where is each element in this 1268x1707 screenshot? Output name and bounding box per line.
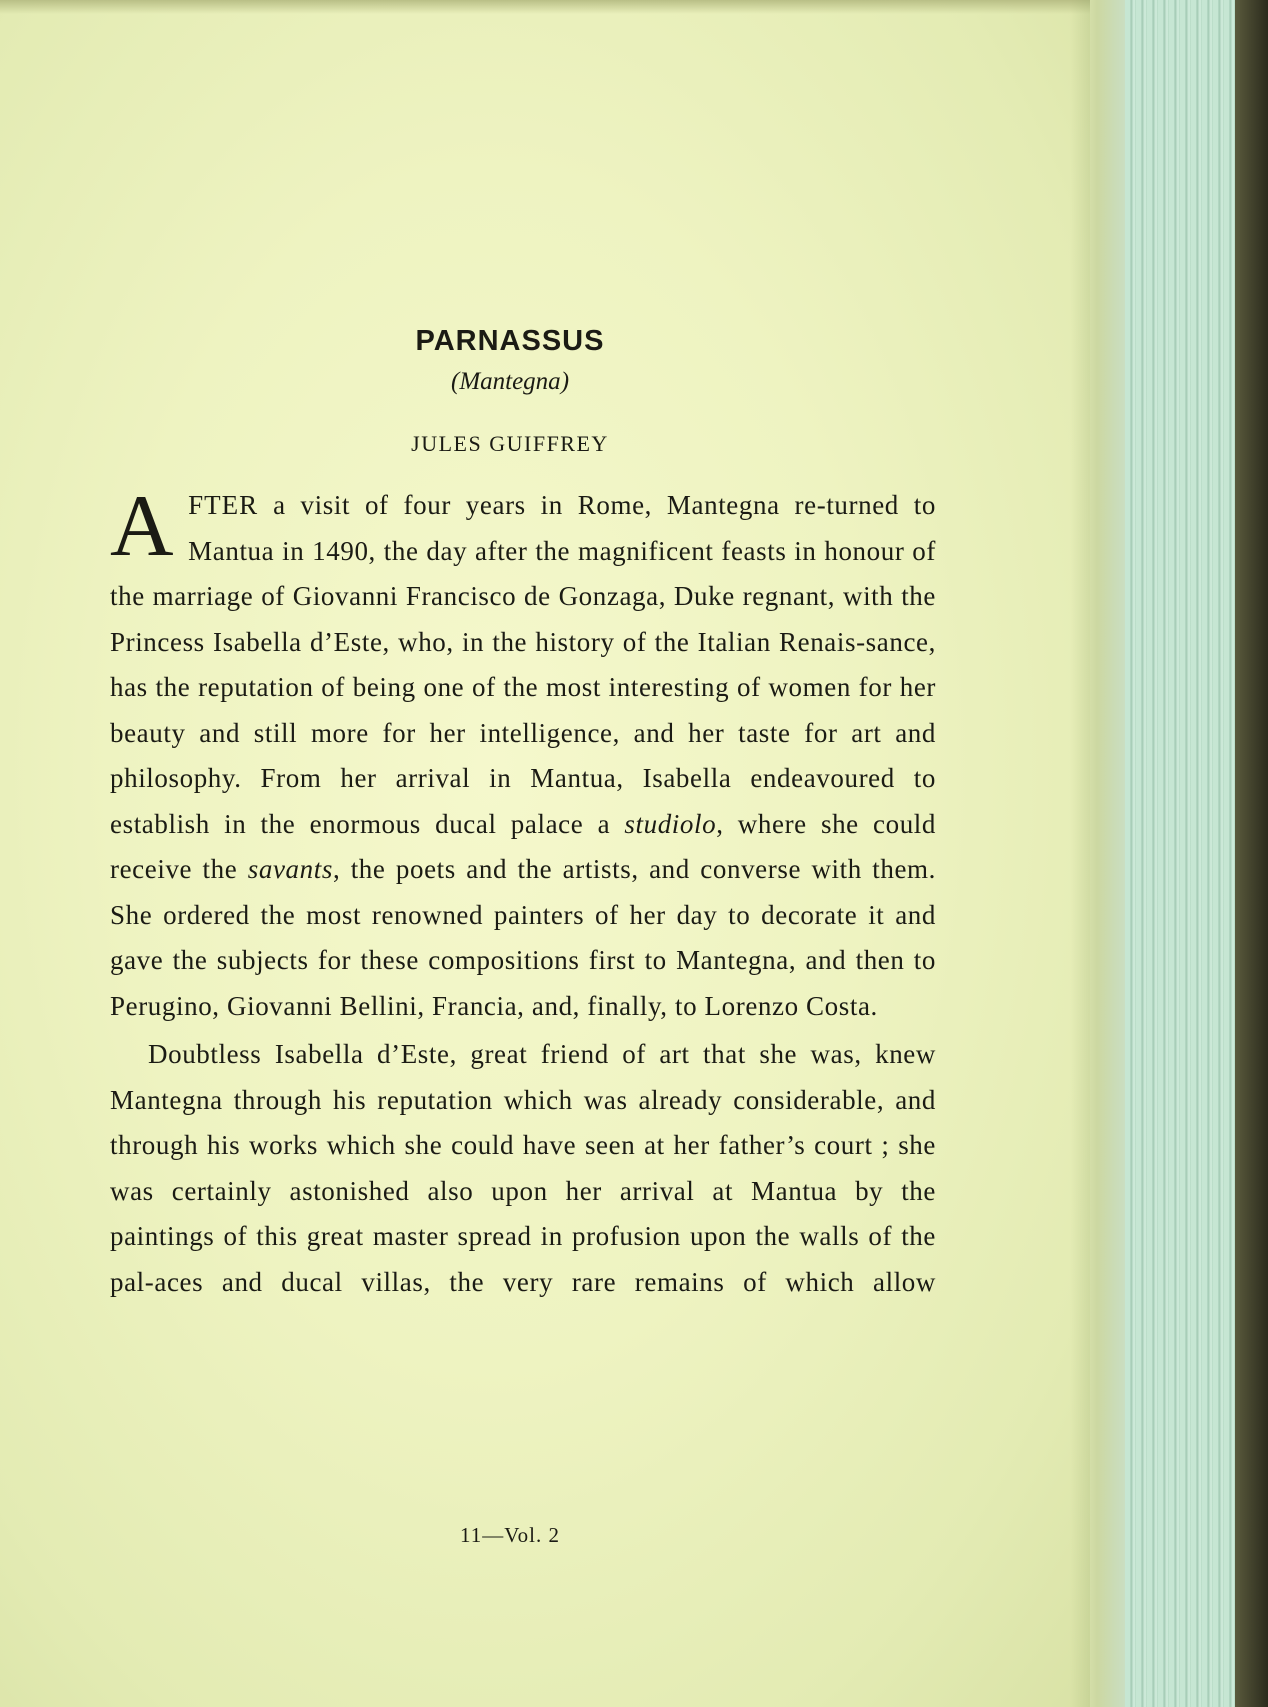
lead-word: FTER	[188, 490, 259, 520]
subtitle-text: Mantegna	[459, 368, 561, 395]
paragraph-2: Doubtless Isabella d’Este, great friend of art that she was, knew Mantegna through his reputation which was already considerable, and through his works which she could have seen at her father’s court ; she was certainly astonished also upon her arrival at Mantua by the paintings of this great master spread in profusion upon the walls of the pal-aces and ducal villas, the very rare remains of which allow	[110, 1039, 936, 1297]
subtitle-close-paren: )	[560, 368, 570, 395]
article-title: PARNASSUS	[415, 325, 605, 357]
para1-text-1: a visit of four years in Rome, Mantegna re-turned to Mantua in 1490, the day after the magnificent feasts in honour of the marriage of Giovanni Francisco de Gonzaga, Duke regnant, with the Princess Isabella d’Este, who, in the history of the Italian Renais-sance, has the reputation of being one of the most interesting of women for her beauty and still more for her intelligence, and her taste for art and philosophy. From her arrival in Mantua, Isabella endeavoured to establish in the enormous ducal palace a	[110, 490, 936, 839]
book-cover-edge	[1235, 0, 1268, 1707]
para1-text-3: , the poets and the artists, and converse with them. She ordered the most renowned painters of her day to decorate it and gave the subjects for these compositions first to Mantegna, and then to Perugino, Giovanni Bellini, Francia, and, finally, to Lorenzo Costa.	[110, 854, 936, 1021]
page-top-shadow	[0, 0, 1090, 14]
para1-italic-savants: savants	[247, 854, 333, 884]
article-subtitle	[0, 368, 1020, 396]
page-gutter	[1070, 0, 1130, 1707]
para1-italic-studiolo: studiolo	[624, 808, 717, 839]
drop-cap: A	[110, 478, 175, 575]
article-author: JULES GUIFFREY	[411, 431, 609, 456]
para1-text-2: , where she could receive the	[110, 808, 936, 884]
subtitle-open-paren: (	[450, 368, 460, 395]
page-signature: 11—Vol. 2	[459, 1523, 560, 1547]
paragraph-1	[110, 478, 936, 1029]
article-body	[110, 478, 936, 1305]
